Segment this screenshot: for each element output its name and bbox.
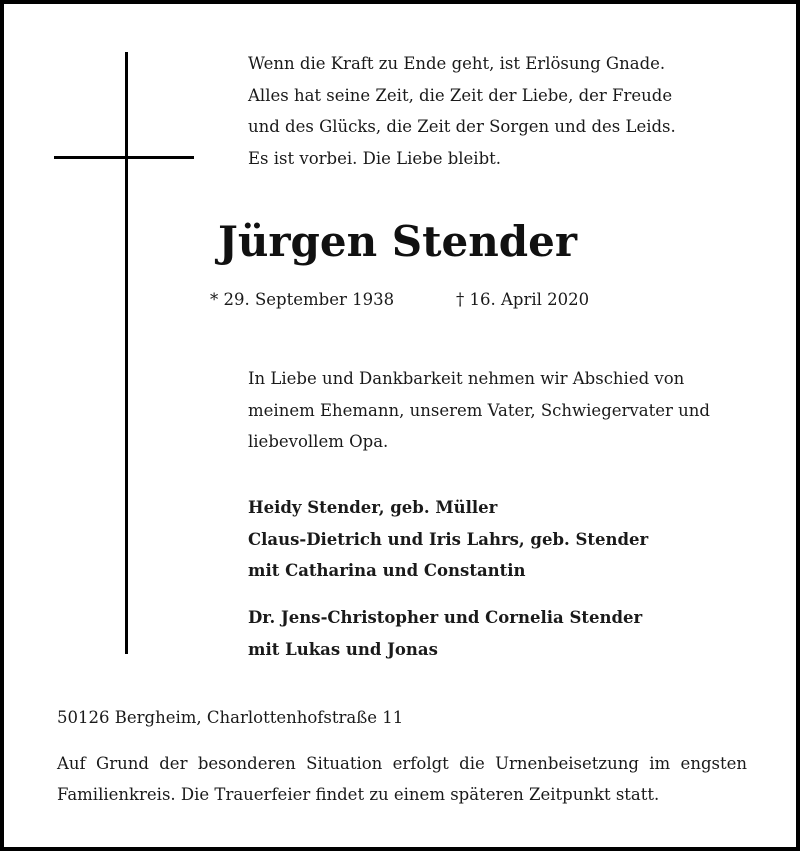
deceased-name: Jürgen Stender (218, 217, 577, 266)
info-line: Auf Grund der besonderen Situation erfolgt die Urnenbeisetzung im engsten (57, 754, 747, 773)
funeral-information (57, 748, 747, 810)
mourner-line: Claus-Dietrich und Iris Lahrs, geb. Stender (248, 529, 649, 549)
cross-icon-vertical-bar (125, 52, 128, 654)
mourning-address: 50126 Bergheim, Charlottenhofstraße 11 (57, 708, 404, 727)
mourner-line: Heidy Stender, geb. Müller (248, 498, 498, 517)
info-line: Familienkreis. Die Trauerfeier findet zu einem späteren Zeitpunkt statt. (57, 785, 660, 804)
poem-line: Es ist vorbei. Die Liebe bleibt. (248, 148, 502, 168)
mourners-group-1 (248, 492, 648, 587)
mourners-group-2 (248, 602, 642, 665)
farewell-line: liebevollem Opa. (248, 432, 389, 451)
poem (248, 48, 768, 174)
mourner-line: mit Lukas und Jonas (248, 639, 438, 659)
cross-icon-horizontal-bar (54, 156, 194, 159)
poem-line: Alles hat seine Zeit, die Zeit der Liebe, der Freude (248, 85, 673, 105)
farewell-line: meinem Ehemann, unserem Vater, Schwiegervater und (248, 400, 710, 420)
mourner-line: mit Catharina und Constantin (248, 561, 526, 580)
farewell-line: In Liebe und Dankbarkeit nehmen wir Abschied von (248, 369, 685, 388)
birth-date: * 29. September 1938 (210, 290, 395, 309)
mourner-line: Dr. Jens-Christopher und Cornelia Stender (248, 608, 643, 627)
poem-line: und des Glücks, die Zeit der Sorgen und des Leids. (248, 117, 676, 136)
death-date: † 16. April 2020 (456, 290, 590, 309)
poem-line: Wenn die Kraft zu Ende geht, ist Erlösung Gnade. (248, 54, 666, 73)
farewell-text (248, 363, 768, 458)
